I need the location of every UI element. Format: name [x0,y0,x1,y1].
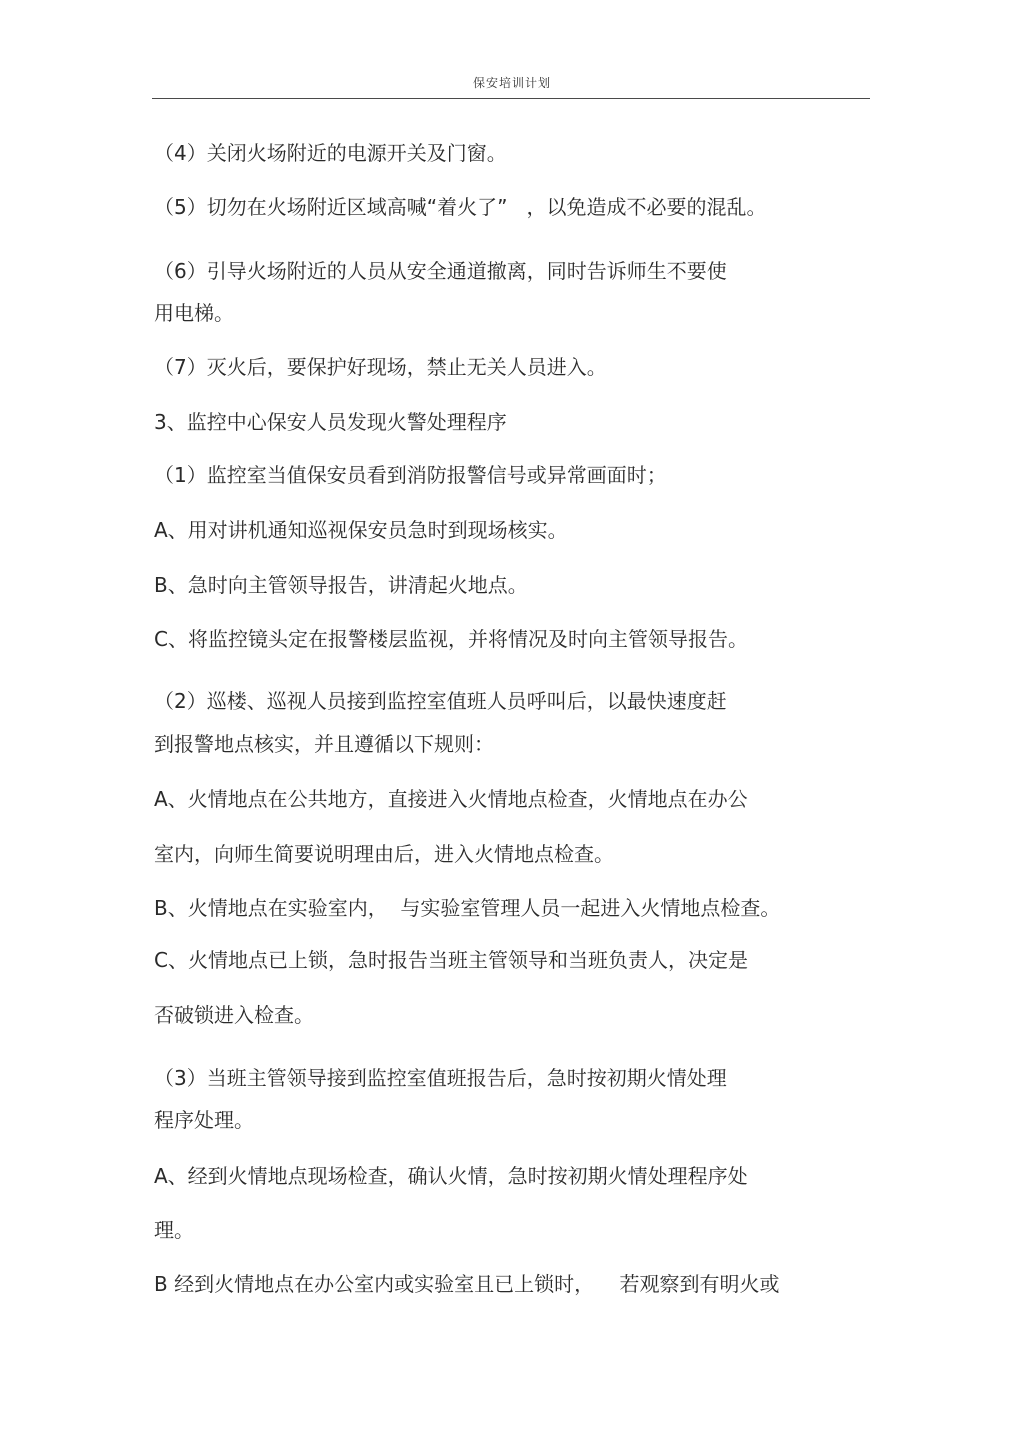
text-line-10: C、将监控镜头定在报警楼层监视，并将情况及时向主管领导报告。 [154,627,748,651]
text-line-2: （5）切勿在火场附近区域高喊“着火了” ，以免造成不必要的混乱。 [154,195,767,219]
text-line-20: A、经到火情地点现场检查，确认火情，急时按初期火情处理程序处 [154,1164,748,1188]
text-line-8: A、用对讲机通知巡视保安员急时到现场核实。 [154,518,568,542]
text-line-9: B、急时向主管领导报告，讲清起火地点。 [154,573,528,597]
text-line-22: B 经到火情地点在办公室内或实验室且已上锁时， 若观察到有明火或 [154,1272,780,1296]
page-header-title: 保安培训计划 [472,76,551,90]
text-line-19: 程序处理。 [154,1108,254,1132]
text-line-17: 否破锁进入检查。 [154,1003,314,1027]
text-line-15: B、火情地点在实验室内， 与实验室管理人员一起进入火情地点检查。 [154,896,781,920]
text-line-21: 理。 [154,1218,194,1242]
text-line-14: 室内，向师生简要说明理由后，进入火情地点检查。 [154,842,614,866]
header-divider [152,98,870,99]
text-line-18: （3）当班主管领导接到监控室值班报告后，急时按初期火情处理 [154,1066,727,1090]
text-line-13: A、火情地点在公共地方，直接进入火情地点检查，火情地点在办公 [154,787,748,811]
text-line-12: 到报警地点核实，并且遵循以下规则： [154,732,494,756]
text-line-7: （1）监控室当值保安员看到消防报警信号或异常画面时； [154,463,667,487]
text-line-4: 用电梯。 [154,301,234,325]
text-line-5: （7）灭火后，要保护好现场，禁止无关人员进入。 [154,355,607,379]
text-line-16: C、火情地点已上锁，急时报告当班主管领导和当班负责人，决定是 [154,948,748,972]
text-line-11: （2）巡楼、巡视人员接到监控室值班人员呼叫后，以最快速度赶 [154,689,727,713]
section-heading: 3、监控中心保安人员发现火警处理程序 [154,410,507,434]
text-line-1: （4）关闭火场附近的电源开关及门窗。 [154,141,507,165]
text-line-3: （6）引导火场附近的人员从安全通道撤离，同时告诉师生不要使 [154,259,727,283]
